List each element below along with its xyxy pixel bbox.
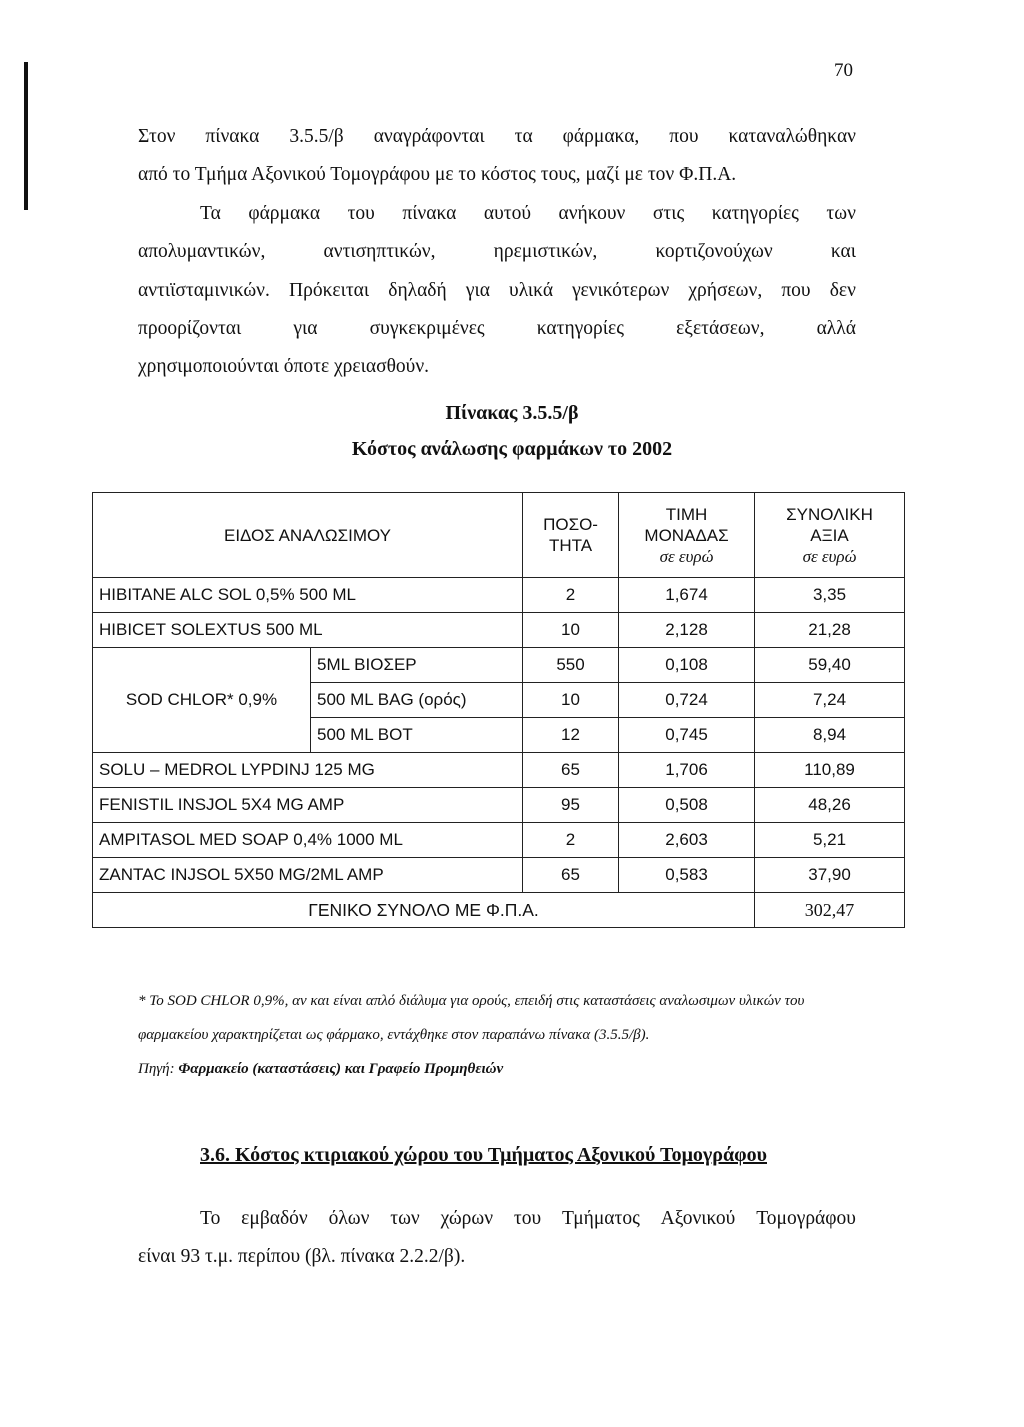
intro-line-3 — [138, 195, 856, 233]
source-text: Φαρμακείο (καταστάσεις) και Γραφείο Προμηθειών — [178, 1061, 504, 1077]
cell-total: 8,94 — [755, 718, 905, 753]
word: αλλά — [816, 318, 856, 340]
grand-total-value: 302,47 — [755, 893, 905, 928]
cost-table — [92, 492, 905, 928]
word: των — [826, 202, 856, 224]
scan-edge-bar — [24, 62, 28, 210]
table-caption: Πίνακας 3.5.5/β — [445, 402, 579, 424]
table-row — [93, 753, 905, 788]
cell-variant: 500 ML BAG (ορός) — [311, 683, 523, 718]
cell-total: 48,26 — [755, 788, 905, 823]
word: όλων — [328, 1208, 370, 1229]
intro-line-1 — [138, 118, 856, 156]
word: καταναλώθηκαν — [728, 126, 856, 147]
section-heading: 3.6. Κόστος κτιριακού χώρου του Τμήματος Αξονικού Τομογράφου — [200, 1144, 767, 1166]
cell-unit-price: 0,745 — [619, 718, 755, 753]
table-row — [93, 648, 905, 683]
intro-line-4 — [138, 233, 856, 271]
word: χώρων — [440, 1208, 494, 1229]
word: του — [347, 202, 375, 224]
cell-total: 59,40 — [755, 648, 905, 683]
word: αναγράφονται — [373, 126, 485, 147]
section-line-2: είναι 93 τ.μ. περίπου (βλ. πίνακα 2.2.2/β). — [138, 1246, 466, 1267]
table-notes — [138, 984, 878, 1086]
cell-unit-price: 2,128 — [619, 613, 755, 648]
cell-total: 3,35 — [755, 578, 905, 613]
word: υλικά — [509, 279, 554, 301]
table-row — [93, 788, 905, 823]
word: του — [513, 1208, 542, 1229]
word: που — [669, 126, 699, 147]
cell-unit-price: 2,603 — [619, 823, 755, 858]
page-number: 70 — [834, 60, 853, 81]
word: χρήσεων, — [688, 279, 763, 301]
table-subcaption: Κόστος ανάλωσης φαρμάκων το 2002 — [351, 438, 673, 460]
word: των — [390, 1208, 420, 1229]
cell-item: AMPITASOL MED SOAP 0,4% 1000 ML — [93, 823, 523, 858]
cell-variant: 500 ML BOT — [311, 718, 523, 753]
cell-qty: 2 — [523, 578, 619, 613]
table-row — [93, 613, 905, 648]
intro-line-5 — [138, 272, 856, 310]
word: αυτού — [483, 202, 531, 224]
word: ηρεμιστικών, — [493, 241, 598, 263]
footnote: * Το SOD CHLOR 0,9%, αν και είναι απλό διάλυμα για ορούς, επειδή στις καταστάσεις αναλωσιμων υλικών του φαρμακείου χαρακτηρίζεται ως φάρμακο, εντάχθηκε στον παραπάνω πίνακα (3.5.5/β). — [138, 993, 805, 1043]
cell-total: 7,24 — [755, 683, 905, 718]
word: ανήκουν — [558, 202, 626, 224]
cell-item: SOLU – MEDROL LYPDINJ 125 MG — [93, 753, 523, 788]
cell-item: HIBICET SOLEXTUS 500 ML — [93, 613, 523, 648]
intro-line-7: χρησιμοποιούνται όποτε χρειασθούν. — [138, 356, 430, 378]
cell-item: FENISTIL INSJOL 5X4 MG AMP — [93, 788, 523, 823]
source-label: Πηγή: — [138, 1061, 175, 1077]
section-paragraph — [138, 1200, 856, 1276]
cell-total: 110,89 — [755, 753, 905, 788]
word: Τα — [200, 202, 221, 224]
word: φάρμακα — [248, 202, 321, 224]
word: αντιϊσταμινικών. — [138, 279, 270, 301]
cell-unit-price: 0,108 — [619, 648, 755, 683]
cell-unit-price: 0,508 — [619, 788, 755, 823]
word: που — [781, 279, 811, 301]
word: προορίζονται — [138, 318, 242, 340]
word: και — [830, 241, 856, 263]
word: συγκεκριμένες — [369, 318, 485, 340]
table-row — [93, 858, 905, 893]
word: Στον — [138, 126, 176, 147]
cell-qty: 12 — [523, 718, 619, 753]
source-line — [138, 1052, 878, 1086]
intro-line-6 — [138, 310, 856, 348]
cell-unit-price: 0,724 — [619, 683, 755, 718]
grand-total-label: ΓΕΝΙΚΟ ΣΥΝΟΛΟ ΜΕ Φ.Π.Α. — [93, 893, 755, 928]
word: γενικότερων — [572, 279, 670, 301]
word: για — [293, 318, 318, 340]
word: στις — [652, 202, 685, 224]
table-row — [93, 578, 905, 613]
cell-total: 5,21 — [755, 823, 905, 858]
cell-item: ZANTAC INJSOL 5X50 MG/2ML AMP — [93, 858, 523, 893]
word: Το — [200, 1208, 221, 1229]
table-total-row — [93, 893, 905, 928]
cell-unit-price: 1,706 — [619, 753, 755, 788]
cell-variant: 5ML ΒΙΟΣΕΡ — [311, 648, 523, 683]
word: κατηγορίες — [536, 318, 624, 340]
word: Τομογράφου — [756, 1208, 856, 1229]
cell-qty: 550 — [523, 648, 619, 683]
header-quantity: ΠΟΣΟ- ΤΗΤΑ — [523, 493, 619, 578]
word: πίνακα — [205, 126, 260, 147]
header-total-value: ΣΥΝΟΛΙΚΗ ΑΞΙΑ σε ευρώ — [755, 493, 905, 578]
header-item: ΕΙΔΟΣ ΑΝΑΛΩΣΙΜΟΥ — [93, 493, 523, 578]
cell-unit-price: 0,583 — [619, 858, 755, 893]
word: εμβαδόν — [241, 1208, 308, 1229]
cell-qty: 2 — [523, 823, 619, 858]
word: φάρμακα, — [562, 126, 640, 147]
cell-group-name: SOD CHLOR* 0,9% — [93, 648, 311, 753]
word: απολυμαντικών, — [138, 241, 266, 263]
cell-total: 37,90 — [755, 858, 905, 893]
cell-qty: 65 — [523, 753, 619, 788]
cell-qty: 10 — [523, 613, 619, 648]
intro-paragraph — [138, 118, 856, 387]
table-row — [93, 823, 905, 858]
cell-qty: 95 — [523, 788, 619, 823]
cell-total: 21,28 — [755, 613, 905, 648]
word: Αξονικού — [660, 1208, 736, 1229]
word: εξετάσεων, — [676, 318, 765, 340]
word: κατηγορίες — [711, 202, 799, 224]
table-header-row — [93, 493, 905, 578]
cell-qty: 10 — [523, 683, 619, 718]
word: τα — [514, 126, 533, 147]
intro-line-2: από το Τμήμα Αξονικού Τομογράφου με το κόστος τους, μαζί με τον Φ.Π.Α. — [138, 164, 737, 186]
word: πίνακα — [402, 202, 457, 224]
word: Πρόκειται — [289, 279, 370, 301]
word: δεν — [829, 279, 856, 301]
cell-item: HIBITANE ALC SOL 0,5% 500 ML — [93, 578, 523, 613]
word: δηλαδή — [388, 279, 447, 301]
word: 3.5.5/β — [289, 126, 344, 147]
word: για — [465, 279, 490, 301]
word: αντισηπτικών, — [323, 241, 436, 263]
header-unit-price: ΤΙΜΗ ΜΟΝΑΔΑΣ σε ευρώ — [619, 493, 755, 578]
section-line-1 — [138, 1200, 856, 1238]
cell-qty: 65 — [523, 858, 619, 893]
word: κορτιζονούχων — [655, 241, 773, 263]
cell-unit-price: 1,674 — [619, 578, 755, 613]
word: Τμήματος — [562, 1208, 640, 1229]
